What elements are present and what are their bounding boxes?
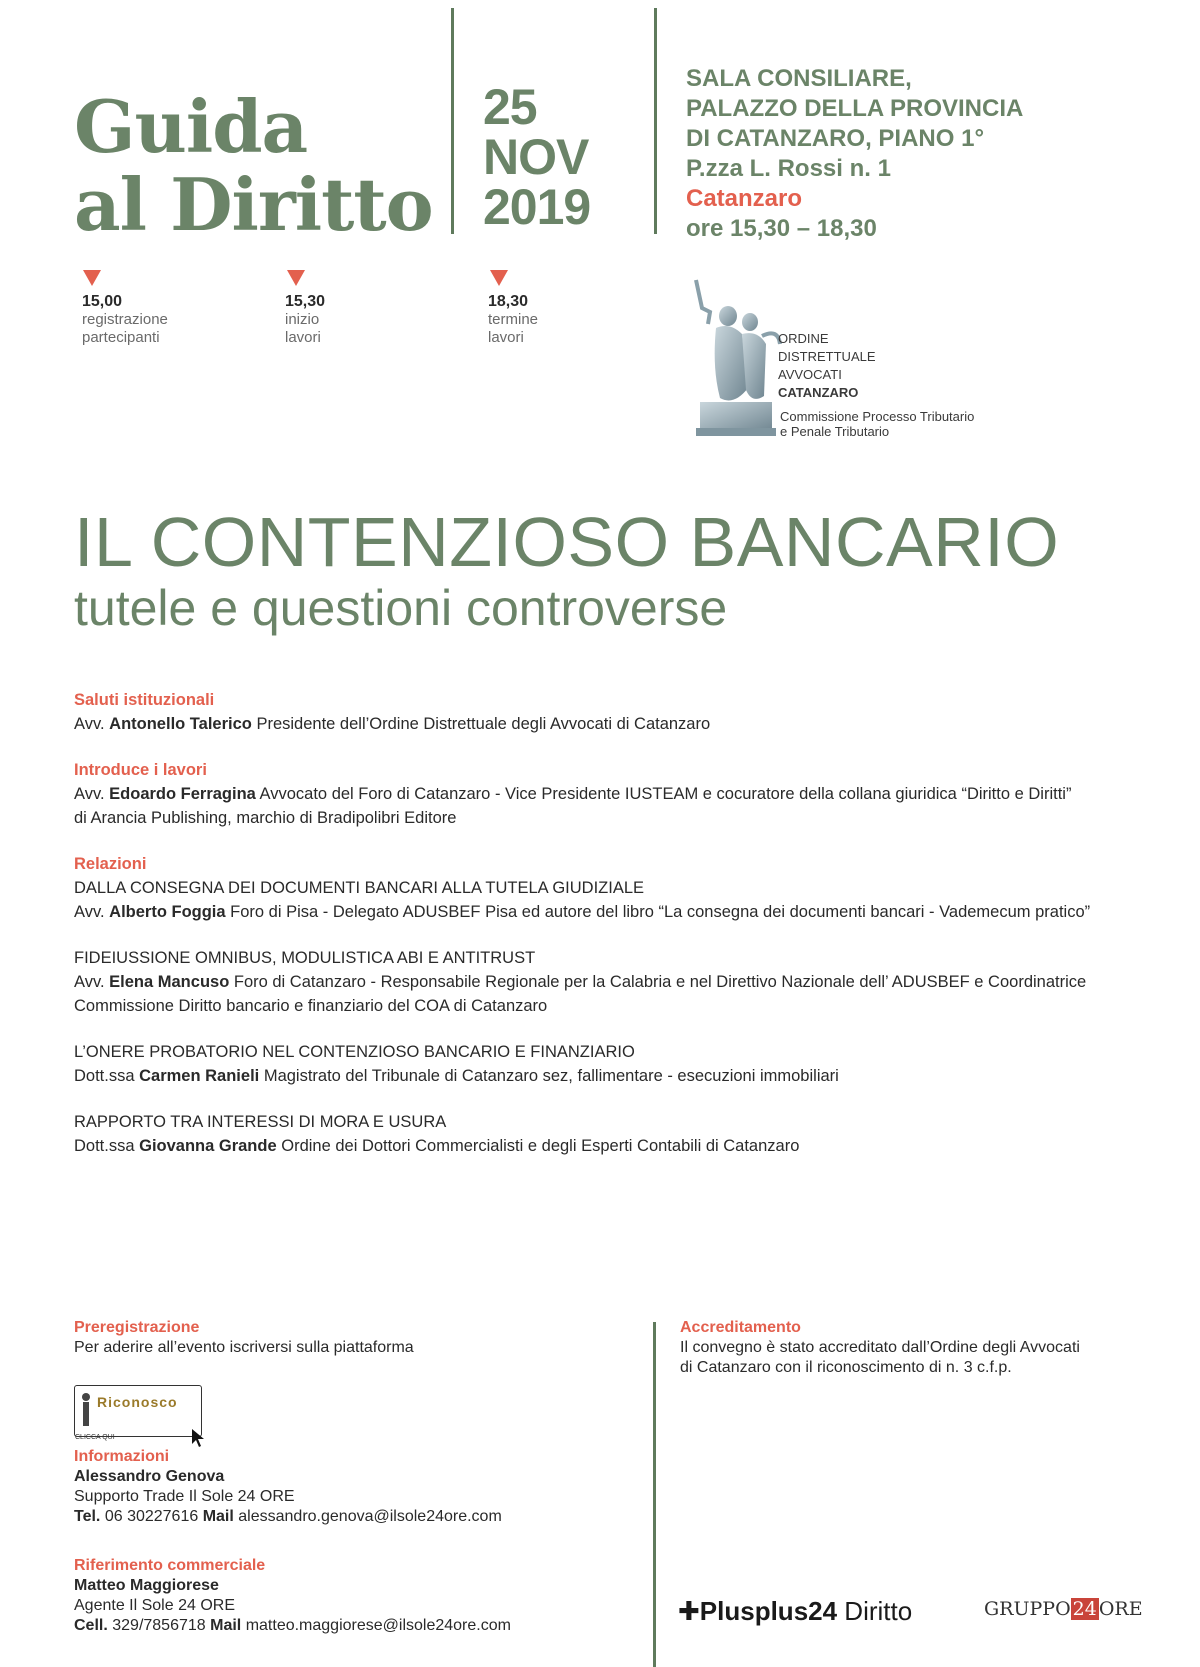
venue-line: SALA CONSILIARE, <box>686 65 912 92</box>
date-month: NOV <box>483 129 589 185</box>
speaker-title: Avv. <box>74 973 110 991</box>
venue-address: P.zza L. Rossi n. 1 <box>686 155 891 182</box>
speaker-title: Dott.ssa <box>74 1137 140 1155</box>
speaker-name: Giovanna Grande <box>139 1137 277 1155</box>
footer-left <box>74 1318 414 1358</box>
ordine-avvocati-logo <box>778 330 876 402</box>
schedule-label: inizio <box>285 311 320 328</box>
speaker-line <box>74 1134 1154 1158</box>
divider <box>654 8 657 234</box>
triangle-marker-icon <box>83 270 101 286</box>
contact-name: Alessandro Genova <box>74 1468 225 1485</box>
schedule-item <box>488 293 538 347</box>
speaker-name: Carmen Ranieli <box>139 1067 260 1085</box>
plus-logo-bold: Plusplus24 <box>699 1596 838 1626</box>
tel-label: Tel. <box>74 1508 101 1525</box>
date-day: 25 <box>483 79 537 135</box>
speaker-role-cont: Commissione Diritto bancario e finanziario del COA di Catanzaro <box>74 997 548 1015</box>
schedule-item <box>83 270 101 286</box>
commissione-line: Commissione Processo Tributario <box>780 409 975 424</box>
speaker-role-cont: di Arancia Publishing, marchio di Bradipolibri Editore <box>74 809 457 827</box>
mail-address[interactable]: alessandro.genova@ilsole24ore.com <box>233 1508 502 1525</box>
commissione <box>780 409 974 439</box>
riferimento-heading: Riferimento commerciale <box>74 1557 266 1574</box>
schedule-item <box>287 270 305 286</box>
cursor-arrow-icon <box>191 1428 207 1448</box>
contact-name: Matteo Maggiorese <box>74 1577 219 1594</box>
accreditamento <box>680 1318 1150 1378</box>
mail-label: Mail <box>202 1508 234 1525</box>
schedule-label: lavori <box>285 329 321 346</box>
org-line: AVVOCATI <box>778 367 842 382</box>
venue-hours: ore 15,30 – 18,30 <box>686 215 877 242</box>
schedule-label: termine <box>488 311 539 328</box>
contact-line <box>74 1616 511 1636</box>
plus-logo-icon: ✚ <box>678 1596 700 1626</box>
schedule-label: lavori <box>488 329 524 346</box>
speaker-role: Foro di Pisa - Delegato ADUSBEF Pisa ed autore del libro “La consegna dei documenti bancari - Vademecum pratico” <box>225 903 1091 921</box>
speaker-role: Ordine dei Dottori Commercialisti e degli Esperti Contabili di Catanzaro <box>276 1137 800 1155</box>
divider <box>451 8 454 234</box>
talk-topic: DALLA CONSEGNA DEI DOCUMENTI BANCARI ALLA TUTELA GIUDIZIALE <box>74 879 645 897</box>
event-subtitle: tutele e questioni controverse <box>74 580 728 636</box>
clicca-qui-label: CLICCA QUI <box>75 1434 115 1441</box>
gruppo-text: ORE <box>1098 1598 1143 1620</box>
schedule-time: 18,30 <box>488 293 529 310</box>
speaker-title: Avv. <box>74 785 110 803</box>
speaker-role: Magistrato del Tribunale di Catanzaro sez, fallimentare - esecuzioni immobiliari <box>259 1067 839 1085</box>
schedule-label: partecipanti <box>82 329 160 346</box>
schedule-time: 15,30 <box>285 293 326 310</box>
speaker-role: Presidente dell’Ordine Distrettuale degli Avvocati di Catanzaro <box>251 715 711 733</box>
mail-address[interactable]: matteo.maggiorese@ilsole24ore.com <box>241 1617 511 1634</box>
schedule-item <box>285 293 325 347</box>
venue-city: Catanzaro <box>686 185 803 212</box>
mail-label: Mail <box>210 1617 242 1634</box>
date-year: 2019 <box>483 179 591 235</box>
org-line: DISTRETTUALE <box>778 349 876 364</box>
informazioni <box>74 1447 502 1527</box>
triangle-marker-icon <box>490 270 508 286</box>
speaker-name: Edoardo Ferragina <box>109 785 256 803</box>
speaker-role: Foro di Catanzaro - Responsabile Regionale per la Calabria e nel Direttivo Nazionale dell’ ADUSBEF e Coordinatrice <box>229 973 1087 991</box>
event-date <box>483 79 591 235</box>
speaker-name: Antonello Talerico <box>109 715 252 733</box>
section-heading: Introduce i lavori <box>74 761 207 779</box>
guida-al-diritto-logo <box>74 84 433 247</box>
schedule-time: 15,00 <box>82 293 123 310</box>
brand-line-2: al Diritto <box>74 162 433 247</box>
commissione-line: e Penale Tributario <box>780 424 890 439</box>
speaker-role: Avvocato del Foro di Catanzaro - Vice Presidente IUSTEAM e cocuratore della collana giuridica “Diritto e Diritti” <box>255 785 1072 803</box>
section-heading: Saluti istituzionali <box>74 691 215 709</box>
tel-number: 06 30227616 <box>100 1508 203 1525</box>
riconosco-logo-text: Riconosco <box>97 1394 178 1410</box>
talk-topic: RAPPORTO TRA INTERESSI DI MORA E USURA <box>74 1113 447 1131</box>
speaker-line <box>74 712 1154 736</box>
speaker-line <box>74 900 1154 924</box>
preregistrazione-text: Per aderire all’evento iscriversi sulla piattaforma <box>74 1339 414 1356</box>
brand-line-1: Guida <box>74 84 308 169</box>
accreditamento-heading: Accreditamento <box>680 1319 801 1336</box>
gruppo-number: 24 <box>1072 1598 1097 1620</box>
schedule-label: registrazione <box>82 311 168 328</box>
venue-line: DI CATANZARO, PIANO 1° <box>686 125 985 152</box>
preregistrazione-heading: Preregistrazione <box>74 1319 200 1336</box>
statue-logo-icon <box>686 278 782 438</box>
speaker-title: Avv. <box>74 715 110 733</box>
person-icon <box>79 1392 93 1428</box>
speaker-line <box>74 970 1154 994</box>
speaker-line <box>74 1064 1154 1088</box>
cell-label: Cell. <box>74 1617 108 1634</box>
cell-number: 329/7856718 <box>107 1617 211 1634</box>
talk-topic: FIDEIUSSIONE OMNIBUS, MODULISTICA ABI E ANTITRUST <box>74 949 536 967</box>
speaker-name: Alberto Foggia <box>109 903 226 921</box>
plusplus24-diritto-logo <box>678 1596 912 1626</box>
schedule-item <box>82 293 168 347</box>
speaker-name: Elena Mancuso <box>109 973 230 991</box>
triangle-marker-icon <box>287 270 305 286</box>
talk-topic: L’ONERE PROBATORIO NEL CONTENZIOSO BANCARIO E FINANZIARIO <box>74 1043 635 1061</box>
plus-logo-rest: Diritto <box>837 1596 913 1626</box>
contact-role: Supporto Trade Il Sole 24 ORE <box>74 1488 295 1505</box>
contact-role: Agente Il Sole 24 ORE <box>74 1597 235 1614</box>
org-line: CATANZARO <box>778 385 859 400</box>
riferimento-commerciale <box>74 1556 511 1636</box>
gruppo-24-ore-logo <box>984 1598 1143 1620</box>
riconosco-register-button[interactable] <box>74 1385 202 1441</box>
informazioni-heading: Informazioni <box>74 1448 170 1465</box>
event-title: IL CONTENZIOSO BANCARIO <box>74 503 1060 581</box>
contact-line <box>74 1507 502 1527</box>
footer-divider <box>653 1322 656 1667</box>
speaker-title: Dott.ssa <box>74 1067 140 1085</box>
accreditamento-text: di Catanzaro con il riconoscimento di n. 3 c.f.p. <box>680 1359 1012 1376</box>
section-heading: Relazioni <box>74 855 147 873</box>
gruppo-text: GRUPPO <box>984 1598 1071 1620</box>
speaker-line <box>74 782 1154 806</box>
schedule-item <box>490 270 508 286</box>
accreditamento-text: Il convegno è stato accreditato dall’Ordine degli Avvocati <box>680 1339 1080 1356</box>
speaker-title: Avv. <box>74 903 110 921</box>
program <box>74 688 1154 1158</box>
venue <box>686 64 1023 244</box>
org-line: ORDINE <box>778 331 829 346</box>
venue-line: PALAZZO DELLA PROVINCIA <box>686 95 1024 122</box>
